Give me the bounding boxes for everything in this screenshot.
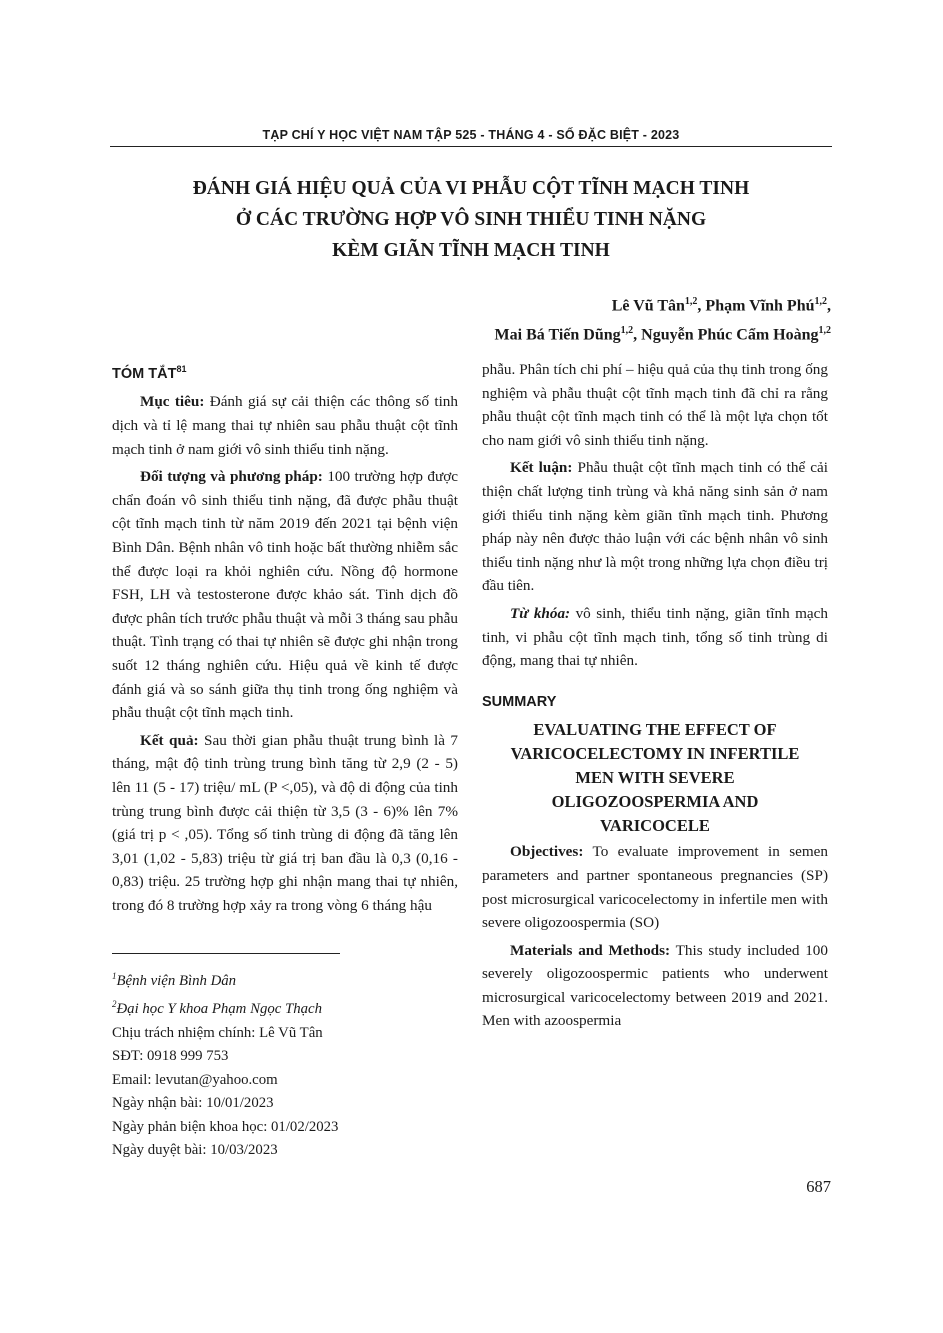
journal-header: TẠP CHÍ Y HỌC VIỆT NAM TẬP 525 - THÁNG 4 - SỐ ĐẶC BIỆT - 2023 [262, 128, 680, 142]
title-line-1: ĐÁNH GIÁ HIỆU QUẢ CỦA VI PHẪU CỘT TĨNH MẠCH TINH [192, 178, 750, 199]
author-name: Lê Vũ Tân [611, 297, 685, 315]
header-rule [110, 146, 832, 147]
footnote-phone: SĐT: 0918 999 753 [112, 1048, 229, 1065]
english-title-line: OLIGOZOOSPERMIA AND [551, 792, 759, 812]
conclusion-label: Kết luận: [510, 459, 573, 477]
methods-paragraph [112, 465, 458, 725]
author-line-1: Lê Vũ Tân$^{1,2}$, Phạm Vĩnh Phú$^{1,2}$, [611, 296, 831, 315]
results-continuation: phẫu. Phân tích chi phí – hiệu quả của thụ tinh trong ống nghiệm và phẫu thuật cột tĩnh mạch tinh đã chỉ ra rằng phẫu thuật cột tĩnh mạch tinh có thể là một lựa chọn tốt cho nam giới vô sinh thiểu tinh nặng. [482, 361, 828, 449]
english-title-line: VARICOCELE [600, 816, 710, 836]
footnote-accepted: Ngày duyệt bài: 10/03/2023 [112, 1142, 278, 1159]
keywords-paragraph [482, 602, 828, 673]
footnote-corresponding: Chịu trách nhiệm chính: Lê Vũ Tân [112, 1024, 323, 1041]
conclusion-text: Phẫu thuật cột tĩnh mạch tinh có thể cải thiện chất lượng tinh trùng và khả năng sinh sản ở nam giới thiểu tinh nặng kèm giãn tĩnh mạch tinh. Phương pháp này nên được thảo luận với các bệnh nhân vô sinh thiểu tinh nặng như là một trong những lựa chọn điều trị đầu tiên. [482, 459, 828, 595]
left-column [112, 358, 458, 921]
keywords-label: Từ khóa: [510, 604, 571, 622]
objectives-text: To evaluate improvement in semen parameters and partner spontaneous pregnancies (SP) post microsurgical varicocelectomy in infertile men with severe oligozoospermia (SO) [482, 843, 828, 932]
results-paragraph [112, 729, 458, 918]
materials-paragraph [482, 939, 828, 1033]
methods-text: 100 trường hợp được chẩn đoán vô sinh thiểu tinh nặng, đã được phẫu thuật cột tĩnh mạch tinh từ năm 2019 đến 2021 tại bệnh viện Bình Dân. Bệnh nhân vô tinh hoặc bất thường nhiễm sắc thể được loại ra khỏi nghiên cứu. Nồng độ hormone FSH, LH và testosterone được khảo sát. Tinh dịch đồ được phân tích trước phẫu thuật và mỗi 3 tháng sau phẫu thuật. Tình trạng có thai tự nhiên sẽ được ghi nhận trong suốt 12 tháng nghiên cứu. Hiệu quả về kinh tế được đánh giá và so sánh giữa thụ tinh trong ống nghiệm và phẫu thuật cột tĩnh mạch tinh. [112, 468, 458, 722]
materials-text: This study included 100 severely oligozoospermic patients who underwent microsurgical varicocelectomy between 2019 and 2021. Men with azoospermia [482, 941, 828, 1030]
author-affiliation: 1,2 [818, 325, 831, 337]
objectives-label: Objectives: [510, 843, 584, 861]
author-line-2: Mai Bá Tiến Dũng$^{1,2}$, Nguyễn Phúc Cẩm Hoàng$^{1,2}$ [494, 325, 831, 344]
footnote-rule [112, 953, 340, 954]
results-text: Sau thời gian phẫu thuật trung bình là 7 tháng, mật độ tinh trùng trung bình tăng từ 2,9 (2 - 5) lên 11 (5 - 17) triệu/ mL (P <,05), và độ di động của tinh trùng trung bình được cải thiện từ 3,5 (3 - 6)% lên 7% (giá trị p < ,05). Tổng số tinh trùng di động đã tăng lên 3,01 (1,02 - 5,83) triệu từ giá trị ban đầu là 0,3 (0,16 - 0,83) triệu. 25 trường hợp ghi nhận mang thai tự nhiên, trong đó 8 trường hợp xảy ra trong vòng 6 tháng hậu [112, 731, 458, 914]
article-title [110, 173, 832, 266]
english-title-line: VARICOCELECTOMY IN INFERTILE [510, 744, 800, 764]
objective-label: Mục tiêu: [140, 393, 205, 411]
author-affiliation: 1,2 [684, 296, 698, 307]
author-affiliation: 1,2 [620, 325, 634, 337]
english-title [482, 718, 828, 838]
author-name: Nguyễn Phúc Cẩm Hoàng [641, 326, 819, 344]
abstract-heading: TÓM TẮT$^{81}$ [112, 364, 187, 382]
title-line-3: KÈM GIÃN TĨNH MẠCH TINH [332, 240, 610, 261]
objective-text: Đánh giá sự cải thiện các thông số tinh dịch và tỉ lệ mang thai tự nhiên sau phẫu thuật cột tĩnh mạch tinh ở nam giới vô sinh thiểu tinh nặng. [112, 393, 458, 458]
footnotes [112, 965, 458, 1163]
english-title-line: EVALUATING THE EFFECT OF [533, 720, 777, 740]
title-line-2: Ở CÁC TRƯỜNG HỢP VÔ SINH THIỂU TINH NẶNG [235, 209, 707, 230]
conclusion-paragraph [482, 456, 828, 598]
summary-heading: SUMMARY [482, 693, 557, 710]
objectives-paragraph [482, 840, 828, 934]
footnote-affiliation-1: $^1$Bệnh viện Bình Dân [112, 971, 237, 989]
footnote-received: Ngày nhận bài: 10/01/2023 [112, 1095, 274, 1112]
author-list [495, 289, 831, 348]
author-name: Phạm Vĩnh Phú [705, 297, 815, 315]
methods-label: Đối tượng và phương pháp: [140, 468, 323, 486]
footnote-reviewed: Ngày phản biện khoa học: 01/02/2023 [112, 1118, 339, 1135]
footnote-email: Email: levutan@yahoo.com [112, 1071, 278, 1088]
materials-label: Materials and Methods: [510, 941, 671, 959]
objective-paragraph [112, 390, 458, 461]
keywords-text: vô sinh, thiểu tinh nặng, giãn tĩnh mạch tinh, vi phẫu cột tĩnh mạch tinh, tổng số tinh trùng di động, mang thai tự nhiên. [482, 604, 829, 670]
results-label: Kết quả: [140, 731, 199, 749]
author-name: Mai Bá Tiến Dũng [494, 326, 621, 344]
footnote-affiliation-2: $^2$Đại học Y khoa Phạm Ngọc Thạch [112, 999, 322, 1018]
right-column [482, 358, 828, 1037]
english-title-line: MEN WITH SEVERE [575, 768, 735, 788]
page-number: 687 [806, 1177, 831, 1196]
author-affiliation: 1,2 [814, 296, 827, 307]
